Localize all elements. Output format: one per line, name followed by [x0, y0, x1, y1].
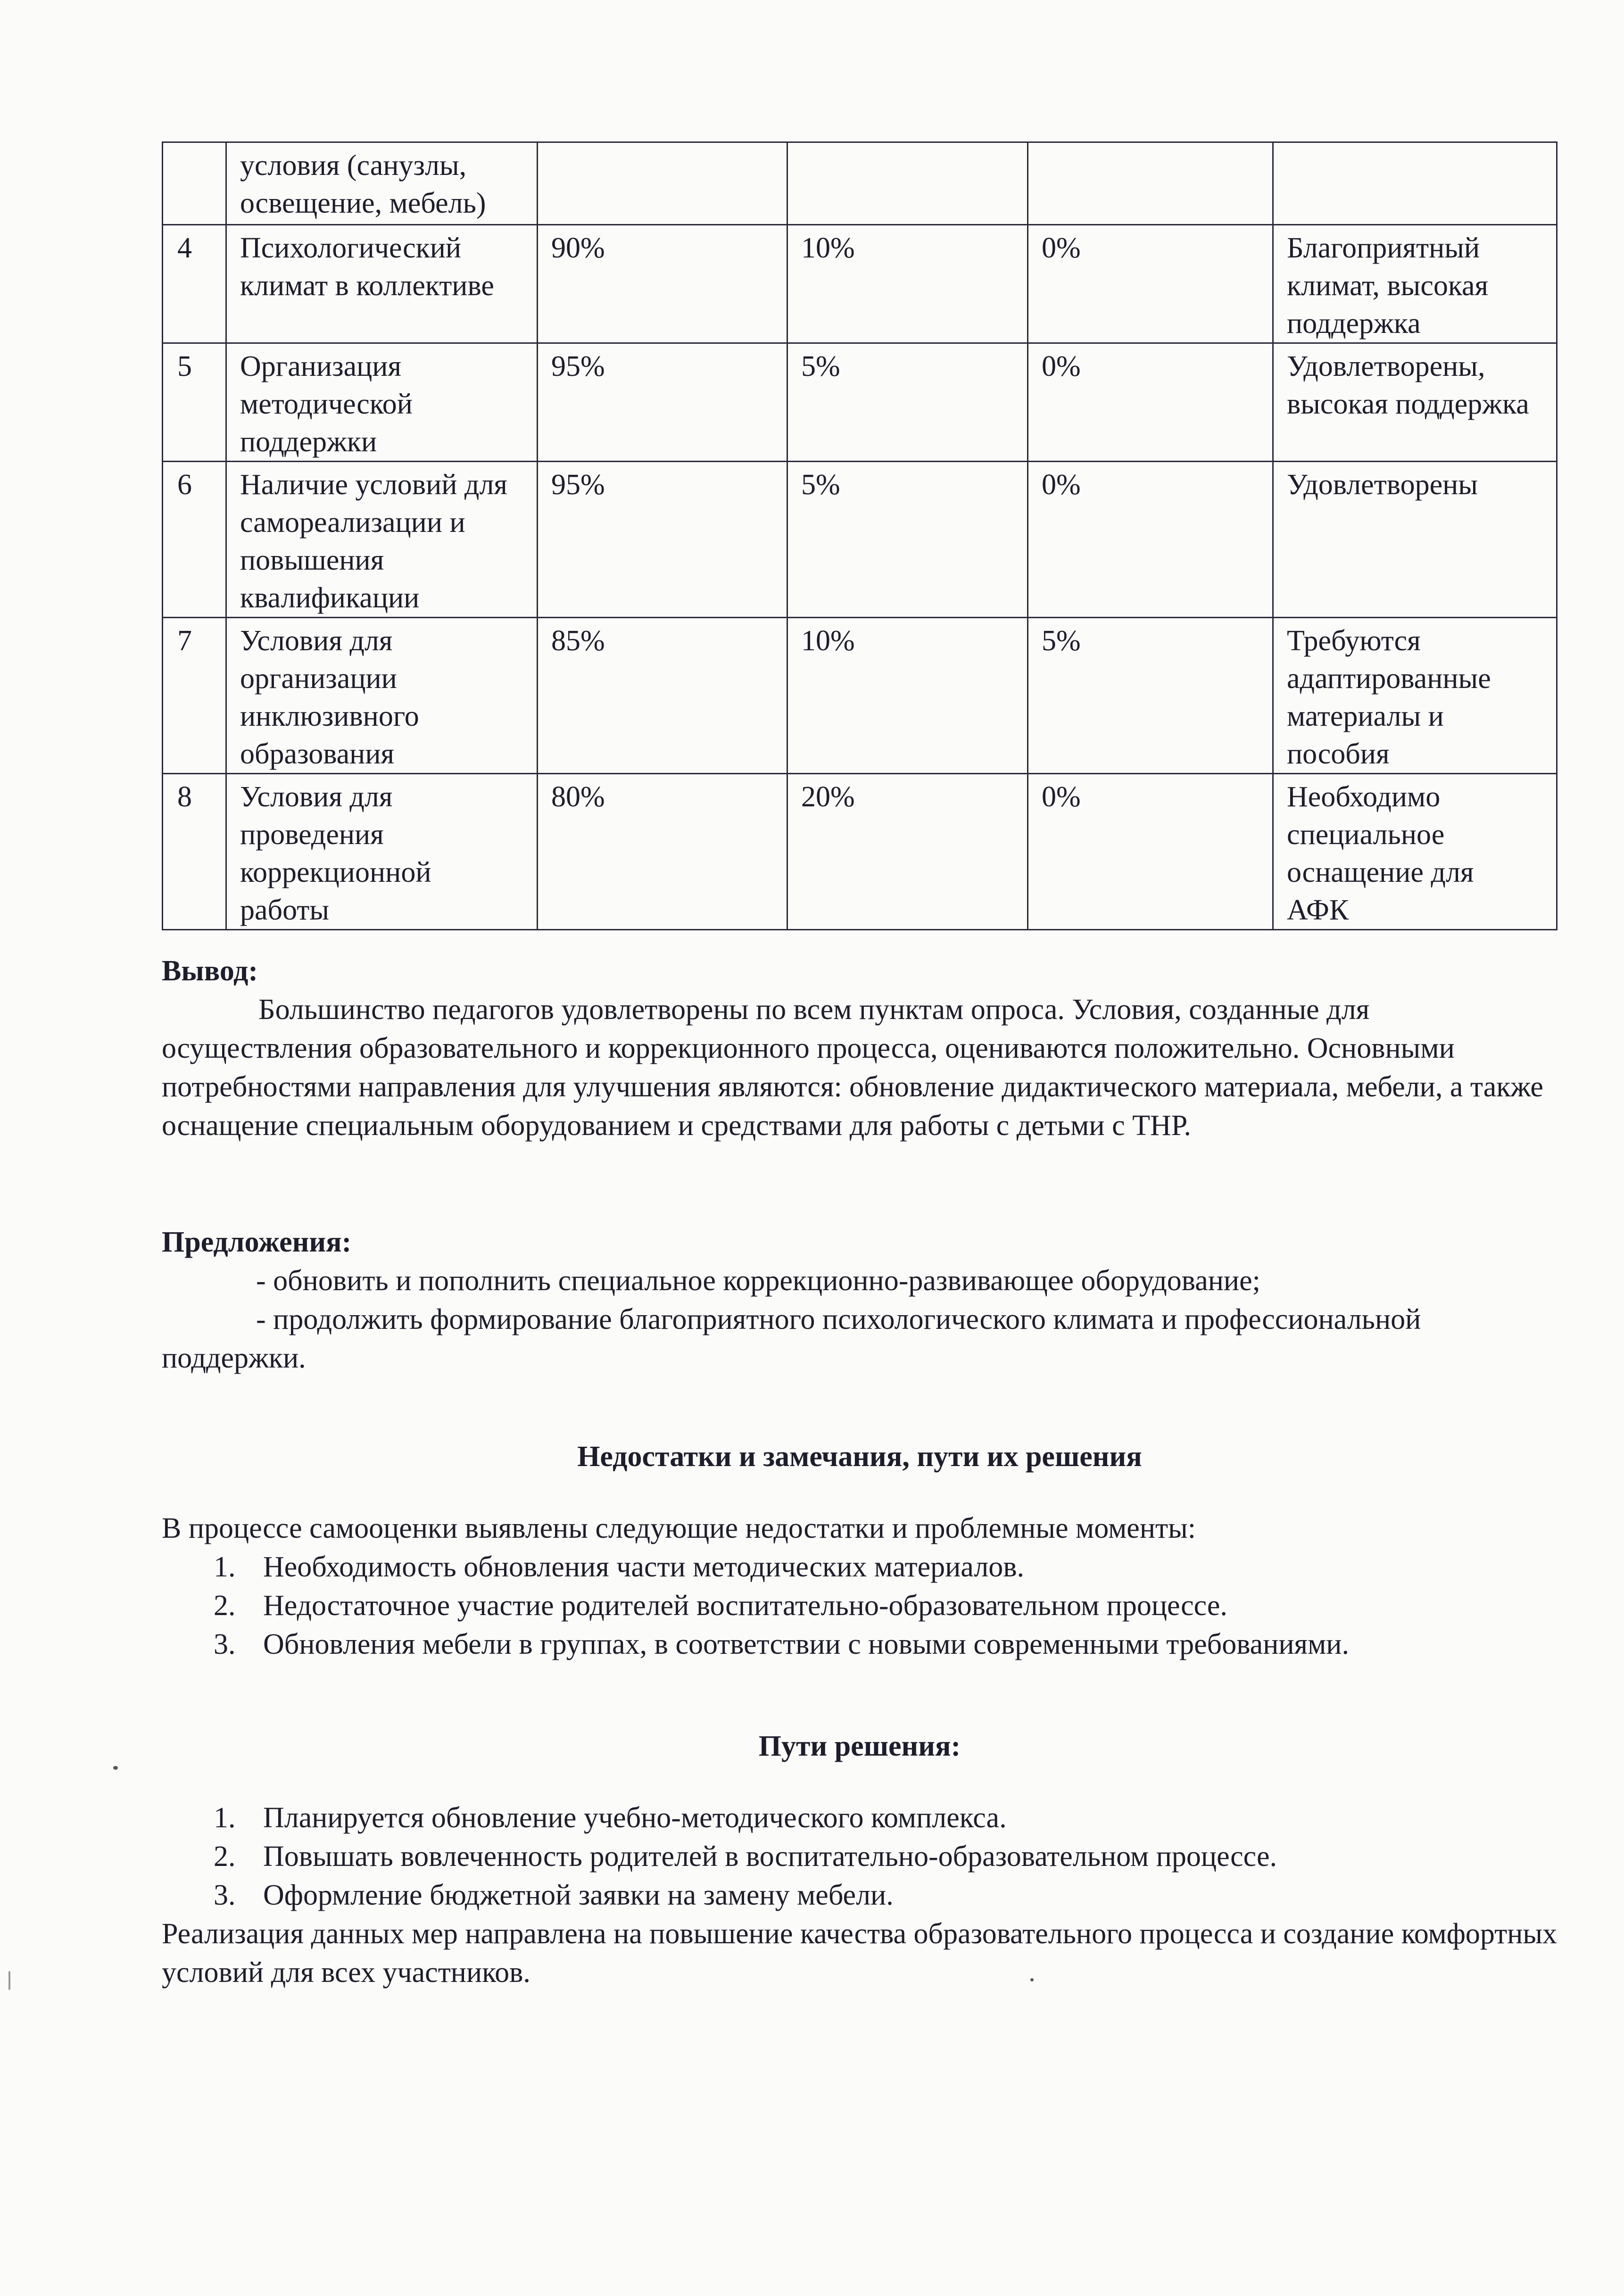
criterion-cell: Психологический климат в коллективе [226, 225, 538, 343]
list-item [162, 1625, 1558, 1664]
row-number: 8 [163, 774, 226, 930]
value-cell: 20% [787, 774, 1028, 930]
value-cell: 5% [787, 462, 1028, 618]
table-row [163, 618, 1557, 774]
proposal-item: - обновить и пополнить специальное коррекционно-развивающее оборудование; [256, 1265, 1260, 1297]
note-cell: Благоприятный климат, высокая поддержка [1273, 225, 1557, 343]
scan-speck [1030, 1978, 1034, 1981]
proposal-item: - продолжить формирование благоприятного психологического климата и профессиональной поддержки. [162, 1303, 1421, 1374]
list-text: Необходимость обновления части методических материалов. [263, 1551, 1025, 1583]
list-number: 2. [214, 1590, 236, 1622]
value-cell: 80% [538, 774, 787, 930]
list-item [162, 1876, 1558, 1915]
solutions-heading: Пути решения: [758, 1730, 961, 1762]
conclusion-heading: Вывод: [162, 955, 258, 987]
shortcomings-intro: В процессе самооценки выявлены следующие недостатки и проблемные моменты: [162, 1512, 1196, 1544]
scan-speck [8, 1971, 10, 1990]
list-number: 3. [214, 1628, 236, 1660]
value-cell: 0% [1028, 774, 1273, 930]
value-cell [538, 142, 787, 225]
note-cell: Требуются адаптированные материалы и пособия [1273, 618, 1557, 774]
row-number: 4 [163, 225, 226, 343]
value-cell: 10% [787, 225, 1028, 343]
criterion-cell: Условия для организации инклюзивного образования [226, 618, 538, 774]
list-text: Повышать вовлеченность родителей в воспитательно-образовательном процессе. [263, 1840, 1277, 1873]
value-cell: 0% [1028, 225, 1273, 343]
list-item [162, 1799, 1558, 1837]
row-number [163, 142, 226, 225]
list-text: Оформление бюджетной заявки на замену мебели. [263, 1879, 894, 1911]
row-number: 5 [163, 343, 226, 462]
value-cell: 95% [538, 462, 787, 618]
list-number: 2. [214, 1840, 236, 1873]
list-text: Планируется обновление учебно-методического комплекса. [263, 1802, 1007, 1834]
criterion-cell: Организация методической поддержки [226, 343, 538, 462]
value-cell [787, 142, 1028, 225]
list-item [162, 1548, 1558, 1586]
shortcomings-list [162, 1548, 1558, 1664]
list-text: Обновления мебели в группах, в соответствии с новыми современными требованиями. [263, 1628, 1349, 1660]
shortcomings-heading: Недостатки и замечания, пути их решения [577, 1441, 1142, 1473]
value-cell: 90% [538, 225, 787, 343]
row-number: 6 [163, 462, 226, 618]
value-cell: 5% [787, 343, 1028, 462]
list-number: 3. [214, 1879, 236, 1911]
value-cell: 85% [538, 618, 787, 774]
criterion-cell: Наличие условий для самореализации и повышения квалификации [226, 462, 538, 618]
criterion-cell: условия (санузлы, освещение, мебель) [226, 142, 538, 225]
list-number: 1. [214, 1551, 236, 1583]
list-text: Недостаточное участие родителей воспитательно-образовательном процессе. [263, 1590, 1227, 1622]
note-cell [1273, 142, 1557, 225]
proposals-heading: Предложения: [162, 1226, 352, 1258]
solutions-list [162, 1799, 1558, 1915]
scan-speck [113, 1766, 118, 1770]
list-number: 1. [214, 1802, 236, 1834]
table-row [163, 225, 1557, 343]
solutions-section [162, 1727, 1558, 1992]
row-number: 7 [163, 618, 226, 774]
list-item [162, 1837, 1558, 1876]
value-cell: 0% [1028, 343, 1273, 462]
conclusion-section [162, 952, 1558, 1145]
table-row [163, 343, 1557, 462]
closing-text: Реализация данных мер направлена на повышение качества образовательного процесса и создание комфортных условий для всех участников. [162, 1918, 1558, 1989]
note-cell: Удовлетворены [1273, 462, 1557, 618]
value-cell: 10% [787, 618, 1028, 774]
value-cell: 5% [1028, 618, 1273, 774]
value-cell [1028, 142, 1273, 225]
proposals-section [162, 1223, 1558, 1377]
table-row [163, 142, 1557, 225]
list-item [162, 1586, 1558, 1625]
note-cell: Необходимо специальное оснащение для АФК [1273, 774, 1557, 930]
criterion-cell: Условия для проведения коррекционной работы [226, 774, 538, 930]
note-cell: Удовлетворены, высокая поддержка [1273, 343, 1557, 462]
value-cell: 95% [538, 343, 787, 462]
shortcomings-section [162, 1437, 1558, 1664]
value-cell: 0% [1028, 462, 1273, 618]
survey-results-table [162, 141, 1558, 930]
table-row [163, 774, 1557, 930]
conclusion-text: Большинство педагогов удовлетворены по всем пунктам опроса. Условия, созданные для осуществления образовательного и коррекционного процесса, оцениваются положительно. Основными потребностями направления для улучшения являются: обновление дидактического материала, мебели, а также оснащение специальным оборудованием и средствами для работы с детьми с ТНР. [162, 994, 1543, 1142]
table-row [163, 462, 1557, 618]
